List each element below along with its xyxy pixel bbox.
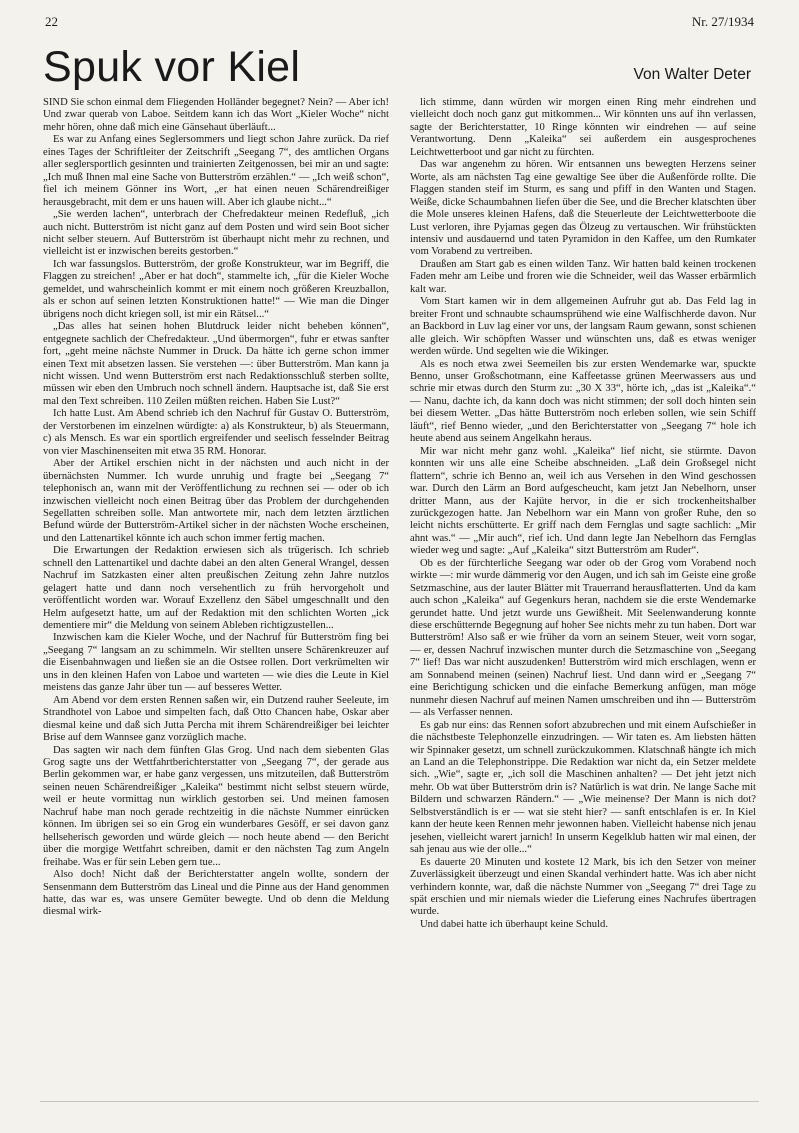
article-paragraph: Am Abend vor dem ersten Rennen saßen wir, ein Dutzend rauher Seeleute, im Strandhotel von Laboe und simpelten fach, daß Otto Chancen habe, Oskar aber diesmal keine und daß sich Jutta Percha mit ihrem Schärendreißiger bei leichter Brise auf dem Wannsee ganz vorzüglich mache. [43,694,389,744]
article-byline: Von Walter Deter [633,66,751,83]
article-paragraph: „Das alles hat seinen hohen Blutdruck leider nicht beheben können“, entgegnete sachlich der Chefredakteur. „Und übermorgen“, fuhr er etwas sanfter fort, „geht meine nächste Nummer in Druck. Da hätte ich gerne schon immer einen Text mit absetzen lassen. Sie verstehen —: über Butterström. Man kann ja nicht wissen. Und wenn Butterström erst nach Redaktionsschluß sterben sollte, müssen wir eben den Umbruch noch schnell ändern. Hauptsache ist, daß Sie erst mal den Text schreiben. 110 Zeilen müßten reichen. Haben Sie Lust?“ [43,321,389,407]
article-paragraph: Die Erwartungen der Redaktion erwiesen sich als trügerisch. Ich schrieb schnell den Lattenartikel und dachte dabei an den alten General Wrangel, dessen Nachruf im Satzkasten einer alten preußischen Zeitung zehn Jahre nutzlos gelagert hatte und dann noch versehentlich zu früh hervorgeholt und veröffentlicht worden war. Worauf Exzellenz den Säbel umgeschnallt und den Helm aufgesetzt hatte, um auf der Redaktion mit den schlichten Worten „ick dementiere mir“ die Meldung von seinem Ableben richtigzustellen... [43,545,389,632]
article-paragraph: lich stimme, dann würden wir morgen einen Ring mehr eindrehen und vielleicht doch noch ganz gut mitkommen... Wir könnten uns auf ihn verlassen, sagte der Berichterstatter, 10 Ringe könnten wir eindrehen — auf seine Verantwortung. Denn „Kaleika“ sei außerdem ein ausgesprochenes Leichtwetterboot und gar nicht zu fürchten. [410,97,756,158]
article-paragraph: Und dabei hatte ich überhaupt keine Schuld. [420,918,608,930]
article-paragraph: Es gab nur eins: das Rennen sofort abzubrechen und mit einem Aufschießer in die nächstbeste Telephonzelle einzudringen. — Wir taten es. Am liebsten hätten wir Spinnaker gesetzt, um schnell zurückzukommen. Klatschnaß hängte ich mich an Land an die Telephonstrippe. Die Redaktion war nicht da, ein Setzer meldete sich. „Wie“, sagte er, „ich soll die Maschinen anhalten? — Det jeht jetzt nich mehr. Ob wat über Butterström drin is? Natürlich is wat drin. Ne lange Sache mit Bildern und schwarzen Rändern.“ — „Wie meinense? Der Mann is nich dot? Selbstverständlich is er — wat sie steht hier? — sanft entschlafen is er. In Kiel kann der heute keen Rennen mehr jewonnen haben. Vielleicht habense nich jenau jesehen, vielleicht warert jarnich! In unserm Kegelklub hatten wir mal einen, der sah jenau aus wie der olle...“ [410,719,756,856]
article-paragraph: Es dauerte 20 Minuten und kostete 12 Mark, bis ich den Setzer von meiner Zuverlässigkeit überzeugt und einen Skandal verhindert hatte. Was ich aber nicht verhindern konnte, war, daß die nächste Nummer von „Seegang 7“ drei Tage zu spät erschien und mir niemals wieder die Lieferung eines Nachrufes übertragen wurde. [410,856,756,918]
article-paragraph: Das sagten wir nach dem fünften Glas Grog. Und nach dem siebenten Glas Grog sagte uns der Wettfahrtberichterstatter von „Seegang 7“, der gerade aus Berlin gekommen war, er habe ganz vergessen, uns mitzuteilen, daß Butterström seinen neuen Schärendreißiger „Kaleika“ bestimmt nicht selbst steuern würde, weil er heute vormittag nun wirklich gestorben sei. Und meinen famosen Nachruf habe man noch gerade rechtzeitig in die nächste Nummer einrücken können. Im übrigen sei so ein Grog ein wunderbares Gesöff, er sei davon ganz hellseherisch geworden und würde gleich — noch heute abend — den Bericht über die morgige Wettfahrt schreiben, damit er den nächsten Tag zum Angeln freihabe. Was er für sein Leben gern tue... [43,744,389,868]
article-paragraph: Aber der Artikel erschien nicht in der nächsten und auch nicht in der übernächsten Nummer. Ich wurde unruhig und fragte bei „Seegang 7“ telephonisch an, wann mit der Veröffentlichung zu rechnen sei — oder ob ich inzwischen vielleicht noch einen Beitrag über das Problem der durchgehenden Segellatten schreiben solle. Man antwortete mir, nach dem letzten ärztlichen Befund würde der Butterström-Artikel sicher in der nächsten Woche erscheinen, und den Lattenartikel könnte ich auch schon immer fertig machen. [43,458,389,544]
article-paragraph: Draußen am Start gab es einen wilden Tanz. Wir hatten bald keinen trockenen Faden mehr am Leibe und froren wie die Schneider, weil das Wasser erbärmlich kalt war. [410,258,756,295]
article-paragraph: „Sie werden lachen“, unterbrach der Chefredakteur meinen Redefluß, „ich auch nicht. Butterström ist nicht ganz auf dem Posten und wird sein Boot sicher nicht selber steuern. Auf Butterström ist überhaupt nicht mehr zu rechnen, und vielleicht ist er inzwischen bereits gestorben.“ [43,209,389,258]
article-paragraph: Es war zu Anfang eines Seglersommers und liegt schon Jahre zurück. Da rief eines Tages der Schriftleiter der Zeitschrift „Seegang 7“, des amtlichen Organs aller seglersportlich gesinnten und trainierten Zeitgenossen, bei mir an und sagte: „Ich muß Ihnen mal eine Sache von Butterström erzählen.“ — „Ich weiß schon“, fiel ich meinem Gönner ins Wort, „er hat einen neuen Schärendreißiger herausgebracht, mit dem er uns hauen will. Aber ich glaube nicht...“ [43,134,389,208]
article-paragraph: Mir war nicht mehr ganz wohl. „Kaleika“ lief nicht, sie stürmte. Davon konnten wir uns alle eine Scheibe abschneiden. „Laß dein Großsegel nicht flattern“, schrie ich Benno an, weil ich aus Versehen in den Wind geschossen war. Durch den Lärm an Bord aufgescheucht, kam jetzt Jan Nebelhorn, unser dritter Mann, aus der Kajüte hervor, in die er sich trockenheitshalber zurückgezogen hatte. Jan Nebelhorn war ein Mann von großer Ruhe, den so leicht nichts erschütterte. Er griff nach dem Fernglas und sagte sachlich: „Mir ahnt was.“ — „Mir auch“, rief ich. Und dann legte Jan Nebelhorn das Fernglas wieder weg und sagte: „Auf „Kaleika“ sitzt Butterström am Ruder“. [410,445,756,557]
article-paragraph: Das war angenehm zu hören. Wir entsannen uns bewegten Herzens seiner Worte, als am nächsten Tag eine gewaltige See über die Außenförde rollte. Die Flaggen standen steif im Sturm, es sang und pfiff in den Wanten und Stagen. Weiße, dicke Schaumbahnen liefen über die See, und die Brecher klatschten über die Mole unseres kleinen Hafens, daß die Steuerleute der Leichtwetterboote die Lust verloren, ihre Pyjamas gegen das Ölzeug zu vertauschen. Wir frühstückten intensiv und ausdauernd und taten Pyramidon in den Kaffee, um den Rumkater vom Vorabend zu vertreiben. [410,159,756,258]
article-column-left [43,97,389,1097]
article-title: Spuk vor Kiel [43,43,301,91]
page-header [45,14,754,34]
page-number: 22 [45,14,58,29]
article-column-right [410,97,756,1097]
article-paragraph: Inzwischen kam die Kieler Woche, und der Nachruf für Butterström fing bei „Seegang 7“ langsam an zu schimmeln. Wir stellten unsere Schärenkreuzer auf die Eisenbahnwagen und ließen sie an die Ostsee rollen. Dort verkrümelten wir uns in den kleinen Hafen von Laboe und warteten — wie dies die Leute in Kiel meistens das ganze Jahr über tun — auf besseres Wetter. [43,632,389,694]
article-paragraph: Ob es der fürchterliche Seegang war oder ob der Grog vom Vorabend noch wirkte —: mir wurde dämmerig vor den Augen, und ich sah im Geiste eine große Setzmaschine, aus der lauter Blätter mit Trauerrand herausflatterten. Und da kam auch schon „Kaleika“ auf Gegenkurs heran, nachdem sie die erste Wendemarke gerundet hatte. Und jetzt wurde uns Gewißheit. Mit Seelenwanderung konnte diese erschütternde Begegnung auf hoher See nichts mehr zu tun haben. Dort war Butterström! Also saß er wie früher da vorn an seinem Steuer, weit vorn sogar, — er, dessen Nachruf inzwischen munter durch die Setzmaschine von „Seegang 7“ lief! Das war nicht auszudenken! Butterström wird mich erschlagen, wenn er am Sonnabend meinen (seinen) Nachruf liest. Und dann wird er „Seegang 7“ eine Berichtigung schicken und die einfache Bemerkung anfügen, man möge nunmehr diesen Nachruf auf meinen Namen umschreiben und ihn — Butterström — als Verfasser nennen. [410,557,756,719]
article-paragraph: Ich war fassungslos. Butterström, der große Konstrukteur, war im Begriff, die Flaggen zu streichen! „Aber er hat doch“, stammelte ich, „für die Kieler Woche gemeldet, und wahrscheinlich kommt er mit einem noch größeren Kreuzballon, als er schon auf seinen letzten Konstruktionen hatte!“ — Wie man die Dinger übrigens noch dicht kriegen soll, ist mir ein Rätsel...“ [43,258,389,320]
article-paragraph: Als es noch etwa zwei Seemeilen bis zur ersten Wendemarke war, spuckte Benno, unser Großschotmann, eine Kaffeetasse grünen Meerwassers aus und schrie mir etwas durch den Sturm zu: „30 X 33“, hörte ich, „das ist „Kaleika“.“ — Nanu, dachte ich, da kann doch was nicht stimmen; der soll doch hinten sein bei diesem Wetter. „Das hätte Butterström noch erleben sollen, wie sein Schiff läuft“, rief Benno wieder, „und den Berichterstatter von „Seegang 7“ hole ich heute abend aus seinem Angelkahn heraus. [410,358,756,445]
article-paragraph: SIND Sie schon einmal dem Fliegenden Holländer begegnet? Nein? — Aber ich! Und zwar querab von Laboe. Seitdem kann ich das Wort „Kieler Woche“ nicht mehr hören, ohne daß mich eine Gänsehaut überläuft... [43,97,389,133]
article-paragraph: Ich hatte Lust. Am Abend schrieb ich den Nachruf für Gustav O. Butterström, der Verstorbenen im einzelnen würdigte: a) als Konstrukteur, b) als Steuermann, c) als Mensch. Es war ein sportlich ergreifender und seelisch fesselnder Beitrag von vier Maschinenseiten mit etwa 35 RM. Honorar. [43,408,389,457]
article-paragraph: Also doch! Nicht daß der Berichterstatter angeln wollte, sondern der Sensenmann dem Butterström das Lineal und die Pinne aus der Hand genommen hatte, das war es, was unsere Gemüter bewegte. Und ob denn die Meldung diesmal wirk- [43,869,389,918]
issue-number: Nr. 27/1934 [691,14,754,29]
bottom-rule [40,1101,759,1102]
article-paragraph: Vom Start kamen wir in dem allgemeinen Aufruhr gut ab. Das Feld lag in breiter Front und schnaubte schaumsprühend wie eine Walfischherde davon. Nur an Backbord in Luv lag einer vor uns, der langsam Raum gewann, sonst schienen alle gleich. Wir schöpften Wasser und wünschten uns, daß es etwas weniger werden würde. Und segelten wie die Wikinger. [410,296,756,358]
